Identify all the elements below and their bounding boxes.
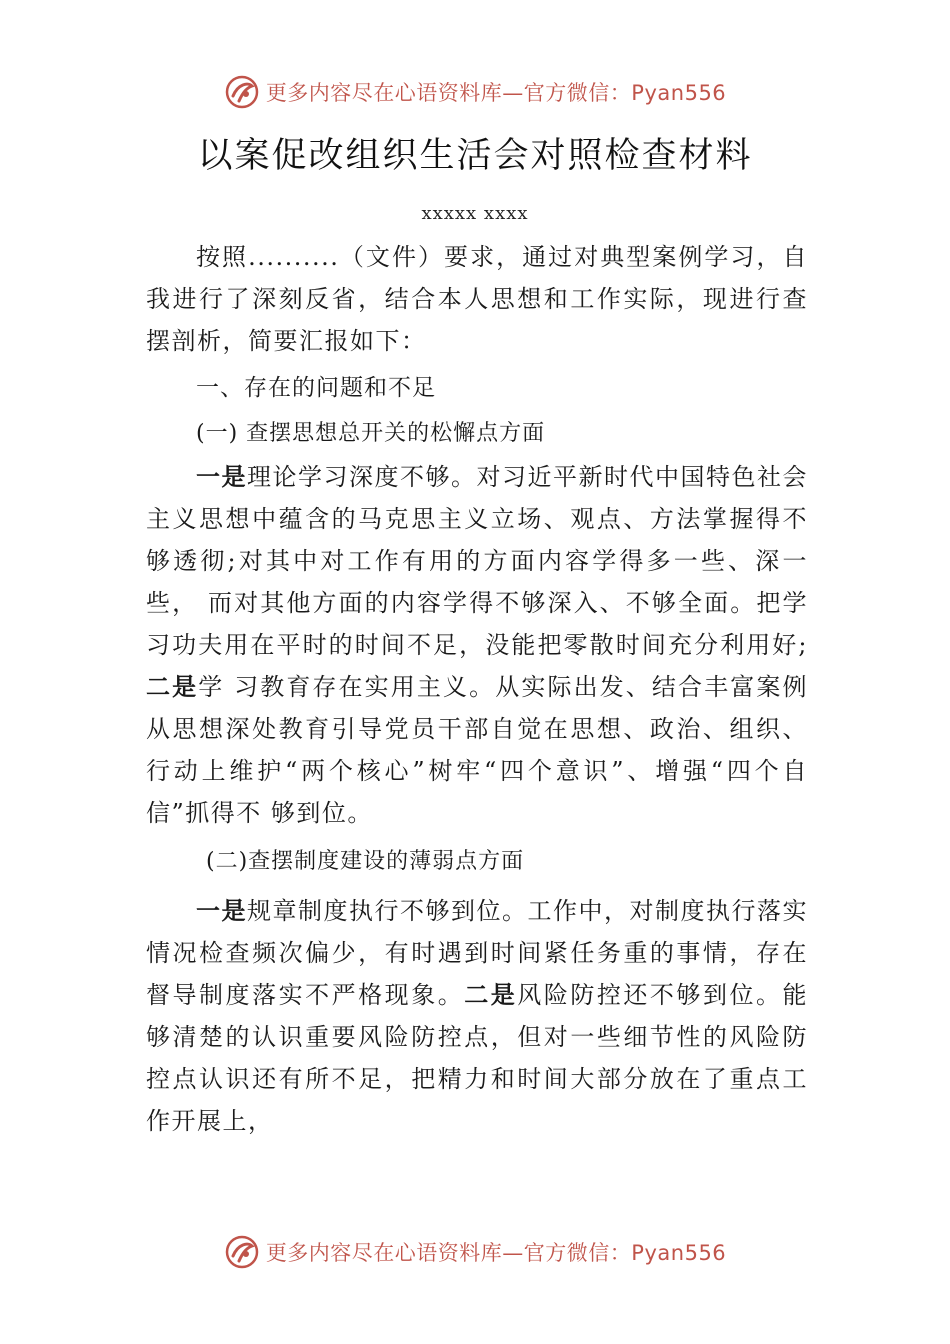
- brand-logo-icon: [224, 1234, 260, 1270]
- brand-logo-icon: [224, 74, 260, 110]
- document-title: 以案促改组织生活会对照检查材料: [197, 136, 753, 176]
- paragraph-text: 风险防控还不够到位。能够清楚的认识重要风险防控点，但对一些细节性的风险防控点认识还有所不足，把精力和时间大部分放在了重点工作开展上，: [146, 981, 809, 1135]
- watermark-banner-bottom: [0, 1232, 950, 1272]
- paragraph-1: [146, 456, 808, 834]
- lead-label: 一是: [196, 463, 247, 491]
- lead-label: 二是: [464, 981, 518, 1009]
- paragraph-2: [146, 890, 808, 1142]
- lead-label: 二是: [146, 673, 199, 701]
- watermark-text: 更多内容尽在心语资料库—官方微信：Pyan556: [265, 81, 727, 105]
- paragraph-text: 理论学习深度不够。对习近平新时代中国特色社会主义思想中蕴含的马克思主义立场、观点、方法掌握得不够透彻;对其中对工作有用的方面内容学得多一些、深一些， 而对其他方面的内容学得不够深入、不够全面。把学习功夫用在平时的时间不足，没能把零散时间充分利用好;: [146, 463, 808, 659]
- lead-label: 一是: [196, 897, 247, 925]
- paragraph-text: 规章制度执行不够到位。工作中，对制度执行落实情况检查频次偏少，有时遇到时间紧任务重的事情，存在督导制度落实不严格现象。: [146, 897, 808, 1009]
- section-heading: 一、存在的问题和不足: [196, 375, 436, 401]
- subsection-heading-1: (一) 查摆思想总开关的松懈点方面: [196, 421, 546, 446]
- paragraph-text: 学 习教育存在实用主义。从实际出发、结合丰富案例从思想深处教育引导党员干部自觉在思想、政治、组织、行动上维护“两个核心”树牢“四个意识”、增强“四个自信”抓得不 够到位。: [146, 673, 808, 827]
- document-body: [146, 236, 808, 1142]
- intro-paragraph: 按照..........（文件）要求，通过对典型案例学习，自我进行了深刻反省，结合本人思想和工作实际，现进行查摆剖析，简要汇报如下：: [146, 243, 808, 355]
- document-author: xxxxx xxxx: [421, 203, 529, 224]
- watermark-text: 更多内容尽在心语资料库—官方微信：Pyan556: [265, 1241, 727, 1265]
- subsection-heading-2: (二)查摆制度建设的薄弱点方面: [206, 849, 525, 874]
- watermark-banner-top: [0, 72, 950, 112]
